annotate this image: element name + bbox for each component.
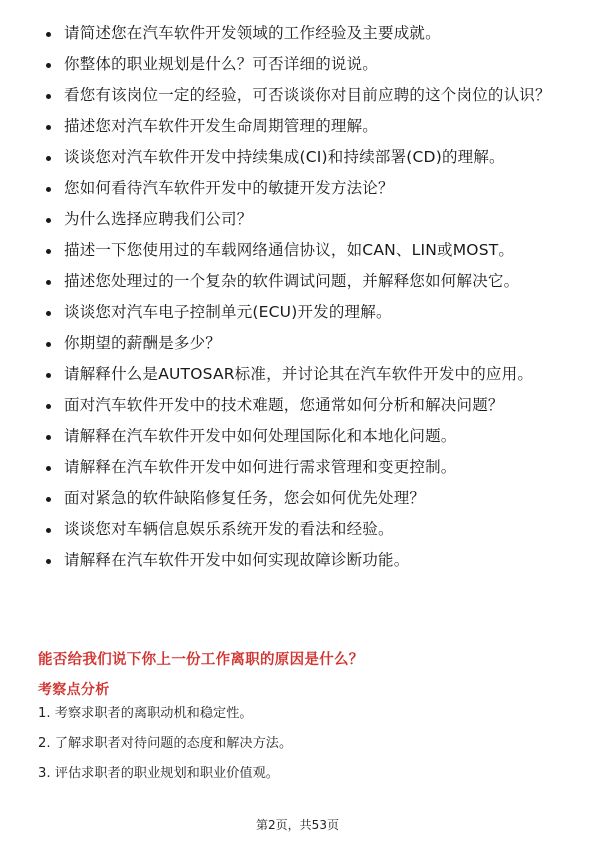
- analysis-item: 2. 了解求职者对待问题的态度和解决方法。: [38, 736, 293, 751]
- list-item: [44, 518, 559, 541]
- list-item: [44, 301, 559, 324]
- question-text: 看您有该岗位一定的经验，可否谈谈你对目前应聘的这个岗位的认识？: [64, 86, 551, 104]
- bullet-icon: [46, 63, 51, 68]
- question-text: 描述您对汽车软件开发生命周期管理的理解。: [64, 117, 379, 135]
- question-text: 请解释在汽车软件开发中如何实现故障诊断功能。: [64, 551, 410, 569]
- question-text: 为什么选择应聘我们公司？: [64, 210, 253, 228]
- list-item: [44, 549, 559, 572]
- question-text: 你期望的薪酬是多少？: [64, 334, 222, 352]
- bullet-icon: [46, 404, 51, 409]
- question-text: 面对汽车软件开发中的技术难题，您通常如何分析和解决问题？: [64, 396, 504, 414]
- list-item: [44, 146, 559, 169]
- question-text: 你整体的职业规划是什么？可否详细的说说。: [64, 55, 379, 73]
- question-list: [44, 22, 559, 580]
- bullet-icon: [46, 559, 51, 564]
- bullet-icon: [46, 125, 51, 130]
- list-item: [44, 270, 559, 293]
- bullet-icon: [46, 218, 51, 223]
- question-text: 面对紧急的软件缺陷修复任务，您会如何优先处理？: [64, 489, 426, 507]
- bullet-icon: [46, 342, 51, 347]
- question-text: 谈谈您对汽车软件开发中持续集成(CI)和持续部署(CD)的理解。: [64, 148, 505, 166]
- bullet-icon: [46, 497, 51, 502]
- list-item: [44, 208, 559, 231]
- question-text: 描述一下您使用过的车载网络通信协议，如CAN、LIN或MOST。: [64, 241, 515, 259]
- list-item: [44, 115, 559, 138]
- analysis-item: 1. 考察求职者的离职动机和稳定性。: [38, 706, 253, 721]
- bullet-icon: [46, 311, 51, 316]
- analysis-item: 3. 评估求职者的职业规划和职业价值观。: [38, 766, 279, 781]
- bullet-icon: [46, 32, 51, 37]
- list-item: [44, 456, 559, 479]
- bullet-icon: [46, 280, 51, 285]
- list-item: [44, 425, 559, 448]
- list-item: [44, 22, 559, 45]
- list-item: [44, 53, 559, 76]
- page-number: 第2页，共53页: [256, 818, 339, 832]
- question-text: 您如何看待汽车软件开发中的敏捷开发方法论？: [64, 179, 394, 197]
- question-text: 描述您处理过的一个复杂的软件调试问题，并解释您如何解决它。: [64, 272, 520, 290]
- question-text: 谈谈您对车辆信息娱乐系统开发的看法和经验。: [64, 520, 394, 538]
- list-item: [44, 487, 559, 510]
- question-text: 谈谈您对汽车电子控制单元(ECU)开发的理解。: [64, 303, 392, 321]
- list-item: [44, 394, 559, 417]
- bullet-icon: [46, 249, 51, 254]
- bullet-icon: [46, 94, 51, 99]
- question-text: 请解释在汽车软件开发中如何进行需求管理和变更控制。: [64, 458, 457, 476]
- list-item: [44, 332, 559, 355]
- list-item: [44, 177, 559, 200]
- bullet-icon: [46, 528, 51, 533]
- analysis-list: [38, 704, 558, 794]
- bullet-icon: [46, 435, 51, 440]
- bullet-icon: [46, 156, 51, 161]
- list-item: [44, 363, 559, 386]
- list-item: [44, 84, 559, 107]
- question-text: 请简述您在汽车软件开发领域的工作经验及主要成就。: [64, 24, 441, 42]
- bullet-icon: [46, 373, 51, 378]
- bullet-icon: [46, 187, 51, 192]
- question-text: 请解释在汽车软件开发中如何处理国际化和本地化问题。: [64, 427, 457, 445]
- section-subheading: 考察点分析: [38, 682, 110, 698]
- question-text: 请解释什么是AUTOSAR标准，并讨论其在汽车软件开发中的应用。: [64, 365, 534, 383]
- section-heading: 能否给我们说下你上一份工作离职的原因是什么？: [38, 652, 364, 668]
- list-item: [44, 239, 559, 262]
- bullet-icon: [46, 466, 51, 471]
